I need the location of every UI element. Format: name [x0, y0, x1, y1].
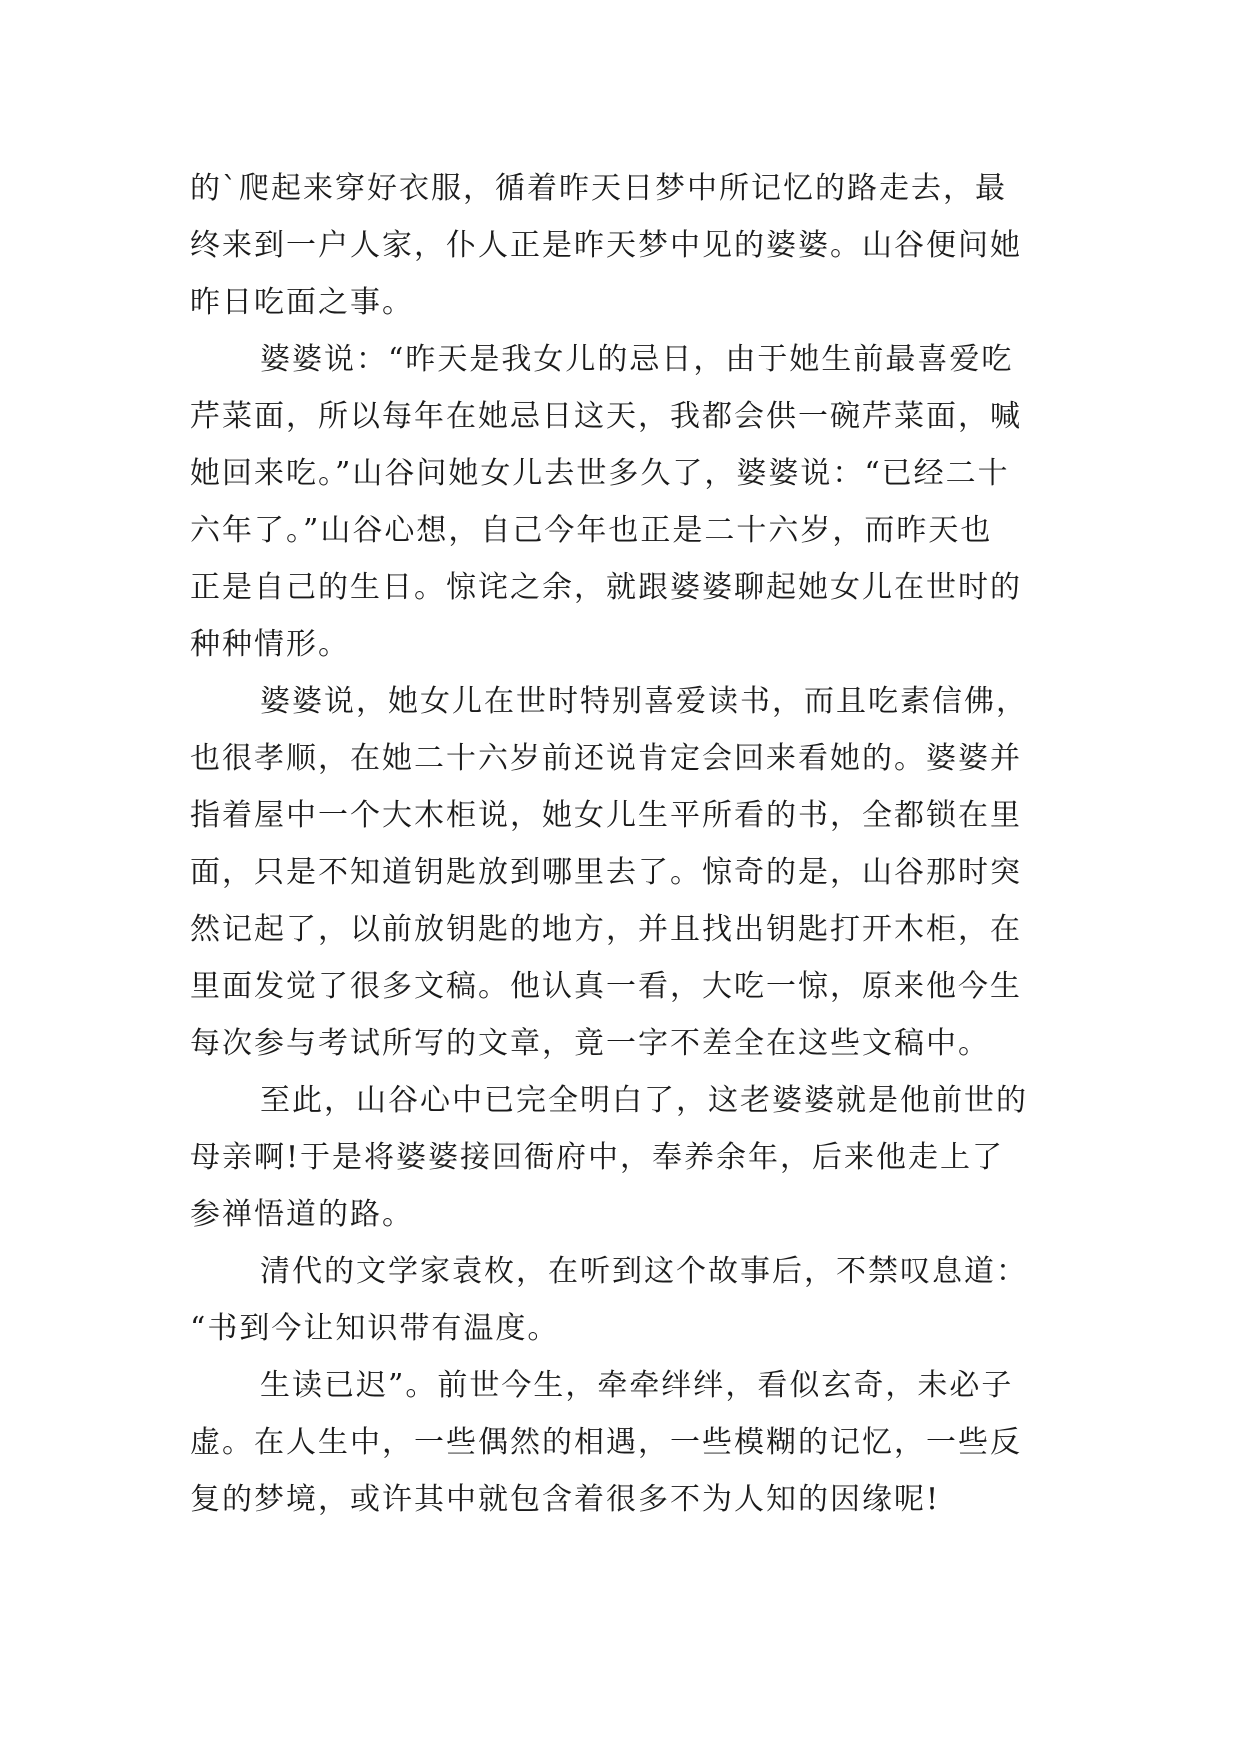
- paragraph-2: [190, 331, 1070, 673]
- paragraph-5: [190, 1243, 1070, 1357]
- text-line: 种种情形。: [190, 627, 350, 662]
- document-body: [190, 160, 1070, 1528]
- text-line: 母亲啊!于是将婆婆接回衙府中，奉养余年，后来他走上了: [190, 1140, 1005, 1175]
- text-line: 婆婆说，她女儿在世时特别喜爱读书，而且吃素信佛，: [260, 684, 1028, 719]
- text-line: 参禅悟道的路。: [190, 1197, 414, 1232]
- text-line: 芹菜面，所以每年在她忌日这天，我都会供一碗芹菜面，喊: [190, 399, 1022, 434]
- text-line: 虚。在人生中，一些偶然的相遇，一些模糊的记忆，一些反: [190, 1425, 1022, 1460]
- text-line: 也很孝顺，在她二十六岁前还说肯定会回来看她的。婆婆并: [190, 741, 1022, 776]
- text-line: 指着屋中一个大木柜说，她女儿生平所看的书，全都锁在里: [190, 798, 1022, 833]
- text-line: 昨日吃面之事。: [190, 285, 414, 320]
- text-line: 至此，山谷心中已完全明白了，这老婆婆就是他前世的: [260, 1083, 1028, 1118]
- text-line: 婆婆说：“昨天是我女儿的忌日，由于她生前最喜爱吃: [260, 342, 1014, 377]
- paragraph-3: [190, 673, 1070, 1072]
- text-line: 复的梦境，或许其中就包含着很多不为人知的因缘呢!: [190, 1482, 941, 1517]
- text-line: 终来到一户人家，仆人正是昨天梦中见的婆婆。山谷便问她: [190, 228, 1022, 263]
- text-line: 清代的文学家袁枚，在听到这个故事后，不禁叹息道：: [260, 1254, 1028, 1289]
- text-line: 正是自己的生日。惊诧之余，就跟婆婆聊起她女儿在世时的: [190, 570, 1022, 605]
- text-line: “书到今让知识带有温度。: [190, 1311, 560, 1346]
- text-line: 她回来吃。”山谷问她女儿去世多久了，婆婆说：“已经二十: [190, 456, 1010, 491]
- paragraph-4: [190, 1072, 1070, 1243]
- text-line: 每次参与考试所写的文章，竟一字不差全在这些文稿中。: [190, 1026, 990, 1061]
- text-line: 六年了。”山谷心想，自己今年也正是二十六岁，而昨天也: [190, 513, 993, 548]
- paragraph-6: [190, 1357, 1070, 1528]
- text-line: 然记起了，以前放钥匙的地方，并且找出钥匙打开木柜，在: [190, 912, 1022, 947]
- text-line: 面，只是不知道钥匙放到哪里去了。惊奇的是，山谷那时突: [190, 855, 1022, 890]
- text-line: 里面发觉了很多文稿。他认真一看，大吃一惊，原来他今生: [190, 969, 1022, 1004]
- text-line: 的`爬起来穿好衣服，循着昨天日梦中所记忆的路走去，最: [190, 171, 1007, 206]
- text-line: 生读已迟”。前世今生，牵牵绊绊，看似玄奇，未必子: [260, 1368, 1014, 1403]
- paragraph-1: [190, 160, 1070, 331]
